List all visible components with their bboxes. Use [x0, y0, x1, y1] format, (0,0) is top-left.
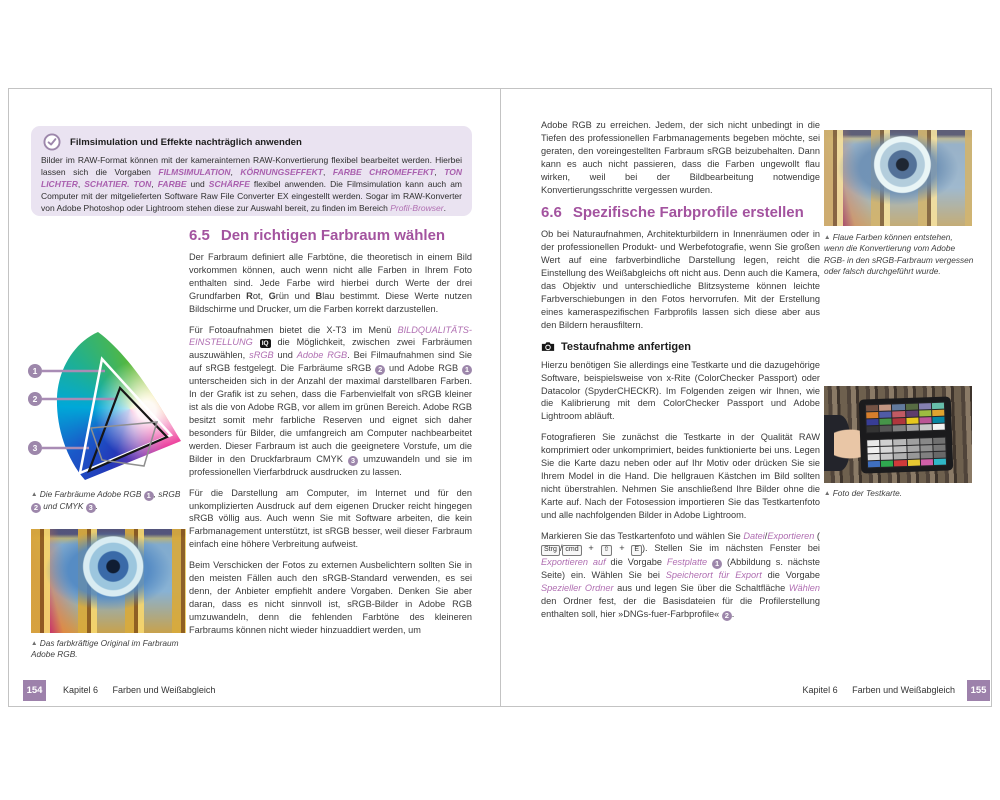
photo-testkarte: [824, 386, 972, 483]
subheading-label: Testaufnahme anfertigen: [561, 340, 691, 353]
paragraph: Für die Darstellung am Computer, im Internet und für den unkomplizierten Ausdruck auf dem eigenen Drucker reicht hingegen sRGB völlig aus. Auch wenn Sie mit Software arbeiten, die kein Farbmanagement unterstützt, ist sRGB besser, weil dieser Farbraum einfach eine höhere Verbreitung aufweist.: [189, 487, 472, 550]
paragraph: Der Farbraum definiert alle Farbtöne, die theoretisch in einem Bild vorkommen können, auch wenn nicht alle Farben in Ihrem Foto enthalten sind. Jede Farbe wird hierbei durch Werte der drei Grundfarben Rot, Grün und Blau bestimmt. Diese Werte nutzen Bildschirme und Drucker, um die Farben korrekt darzustellen.: [189, 252, 472, 314]
book-spread: [8, 88, 992, 707]
figure-color-gamut: [23, 331, 189, 483]
gamut-marker-1: [28, 364, 42, 378]
gamut-marker-2: [28, 392, 42, 406]
caption-testkarte: ▲ Foto der Testkarte.: [824, 488, 903, 498]
right-text-column: [541, 119, 820, 629]
colorchecker-card: [859, 396, 954, 473]
tip-box-body: Bilder im RAW-Format können mit der kamerainternen RAW-Konvertierung flexibel bearbeitet werden. Hierbei lassen sich die Vorgaben FILMSIMULATION, KÖRNUNGSEFFEKT, FARBE CHROMEFFEKT, TON LICHTER, SCHATIER. TON, FARBE und SCHÄRFE flexibel anwenden. Die Filmsimulation kann auch am Computer mit der mitgelieferten Software Raw File Converter EX eingestellt werden. Sogar im RAW-Konverter von Adobe Photoshop oder Lightroom stehen diese zur Auswahl bereit, zu finden im Bereich Profil-Browser.: [41, 155, 463, 214]
footer-right: [501, 680, 991, 702]
paragraph: Ob bei Naturaufnahmen, Architekturbildern in Innenräumen oder in der professionellen Produkt- und Werbefotografie, wenn Sie großen Wert auf eine farbverbindliche Darstellung legen, reicht die Einstellung des Weißabgleichs oft nicht aus. Denn auch die Kamera, das Objektiv und unterschiedliche Blitzsysteme können leichte Farbverschiebungen in den Fotos hervorrufen. Mit der Erstellung eines kameraspezifischen Farbprofils lassen sich diese aber aus den Bildern herausfiltern.: [541, 229, 820, 330]
gamut-overlay: [23, 331, 189, 483]
caption-flaue-farben: ▲ Flaue Farben können entstehen, wenn die Konvertierung vom Adobe RGB- in den sRGB-Farbraum vergessen oder falsch durchgeführt wurde.: [824, 232, 974, 277]
page-right: [501, 89, 991, 706]
camera-icon: [541, 341, 555, 352]
paragraph: Hierzu benötigen Sie allerdings eine Testkarte und die dazugehörige Software, beispielsweise von x-Rite (ColorChecker Passport) oder Datacolor (SpyderCHECKR). Im Folgenden zeigen wir Ihnen, wie die Kalibrierung mit dem ColorChecker Passport und Adobe Lightroom abläuft.: [541, 359, 820, 422]
paragraph: Markieren Sie das Testkartenfoto und wählen Sie Datei/Exportieren (Strg / cmd + ⇧ + E ). Stellen Sie im nächsten Fenster bei Exportieren auf die Vorgabe Festplatte 1 (Abbildung s. nächste Seite) ein. Wählen Sie bei Speicherort für Export die Vorgabe Spezieller Ordner aus und legen Sie über die Schaltfläche Wählen den Ordner fest, der die Basisdateien für die Profilerstellung enthalten soll, hier »DNGs-fuer-Farbprofile« 2 .: [541, 530, 820, 620]
caption-original: ▲ Das farbkräftige Original im Farbraum Adobe RGB.: [31, 638, 179, 660]
page-number: 154: [23, 680, 46, 701]
footer-chapter: Kapitel 6: [63, 685, 99, 695]
tip-box-title: Filmsimulation und Effekte nachträglich anwenden: [70, 136, 302, 148]
colorchecker-bottom-panel: [866, 437, 947, 469]
subheading-testaufnahme: [541, 341, 820, 353]
footer-chapter-title: Farben und Weißabgleich: [112, 685, 216, 695]
footer-chapter: Kapitel 6: [802, 685, 838, 695]
page-left: [9, 89, 501, 706]
check-circle-icon: [43, 133, 61, 151]
section-heading-6-6: [541, 204, 820, 221]
section-number: 6.6: [541, 204, 562, 222]
paragraph: Für Fotoaufnahmen bietet die X-T3 im Menü BILDQUALITÄTS-EINSTELLUNG IQ die Möglichkeit, zwischen zwei Farbräumen auszuwählen, sRGB und Adobe RGB. Bei Filmaufnahmen sind Sie auf sRGB festgelegt. Die Farbräume sRGB 2 und Adobe RGB 1 unterscheiden sich in der Anzahl der maximal darstellbaren Farben. In der Grafik ist zu sehen, dass die Farbenvielfalt von sRGB kleiner ist als die von Adobe RGB, vor allem im grünen Bereich. Adobe RGB besitzt somit mehr farbliche Reserven und eignet sich daher besonders für Bilder, die umfangreich am Computer nachbearbeitet werden. Dieser Farbraum ist auch die geeignetere Vorstufe, um die Bilder in den Druckfarbraum CMYK 3 umzuwandeln und sie im professionellen Vierfarbdruck ausdrucken zu lassen.: [189, 324, 473, 477]
section-title: Den richtigen Farbraum wählen: [220, 227, 446, 244]
svg-text:2: 2: [32, 394, 38, 404]
footer-left: [9, 680, 500, 702]
photo-original-adobe-rgb: [31, 529, 186, 633]
footer-chapter-title: Farben und Weißabgleich: [852, 685, 955, 695]
section-number: 6.5: [189, 227, 210, 244]
left-text-column: [189, 227, 472, 645]
svg-text:1: 1: [32, 366, 38, 376]
section-heading-6-5: [189, 227, 472, 244]
svg-text:3: 3: [32, 443, 38, 453]
colorchecker-top-panel: [865, 402, 946, 434]
caption-gamut: ▲ Die Farbräume Adobe RGB 1 , sRGB 2 und CMYK 3 .: [31, 489, 181, 512]
photo-flaue-farben: [824, 130, 972, 226]
paragraph: Adobe RGB zu erreichen. Jedem, der sich nicht unbedingt in die Tiefen des professionellen Farbmanagements begeben möchte, sei geraten, den voreingestellten Farbraum sRGB beizubehalten. Dann kann es auch nicht passieren, dass die Farben ungewollt flau wirken, weil bei der Bildbearbeitung notwendige Konvertierungsschritte vergessen wurden.: [541, 120, 820, 195]
paragraph: Fotografieren Sie zunächst die Testkarte in der Qualität RAW komprimiert oder unkomprimiert, beides funktionierte bei uns. Legen Sie die Karte dazu neben oder auf Ihr Motiv oder drücken Sie sie Ihrem Model in die Hand. Die hellgrauen Kästchen im Bild sollten nicht überstrahlen. Nehmen Sie anschließend Ihre Bilder ohne die Karte auf. Nach der Fotosession importieren Sie das Testkartenfoto und alle nachfolgenden Bilder in Adobe Lightroom.: [541, 432, 820, 520]
tip-box: [31, 126, 472, 216]
page-number: 155: [967, 680, 990, 701]
paragraph: Beim Verschicken der Fotos zu externen Ausbelichtern sollten Sie in den meisten Fällen auch den sRGB-Standard verwenden, es sei denn, der Anbieter empfiehlt andere Vorgaben. Denken Sie aber daran, dass es nicht sinnvoll ist, sRGB-Bilder in Adobe RGB umzuwandeln, denn die fehlenden Farbtöne des kleineren Farbraums können nicht wieder hinzuaddiert werden, um: [189, 560, 472, 635]
section-title: Spezifische Farbprofile erstellen: [572, 204, 804, 222]
gamut-marker-3: [28, 441, 42, 455]
